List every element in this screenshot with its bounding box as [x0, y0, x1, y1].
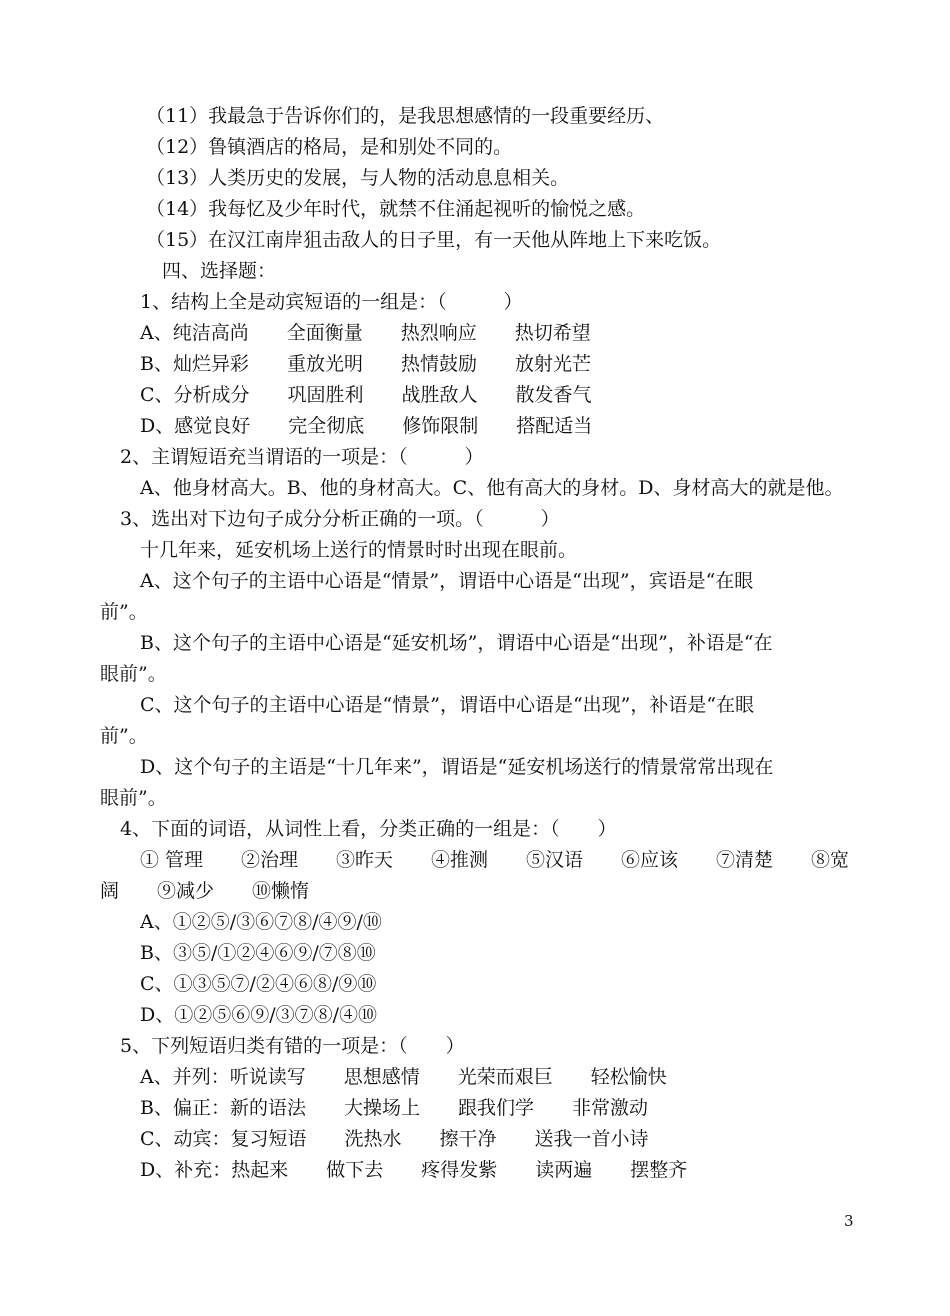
q3-option-b-cont: 眼前”。 [100, 663, 167, 685]
q1-option-b: B、灿烂异彩 重放光明 热情鼓励 放射光芒 [140, 353, 591, 375]
sentence-14: （14）我每忆及少年时代，就禁不住涌起视听的愉悦之感。 [146, 198, 646, 220]
sentence-15: （15）在汉江南岸狙击敌人的日子里，有一天他从阵地上下来吃饭。 [146, 229, 722, 251]
q4-option-c: C、①③⑤⑦/②④⑥⑧/⑨⑩ [140, 973, 377, 995]
q5-stem: 5、下列短语归类有错的一项是：（ ） [120, 1035, 465, 1057]
q3-option-c-cont: 前”。 [100, 725, 148, 747]
q3-option-a-cont: 前”。 [100, 601, 148, 623]
q3-sentence: 十几年来，延安机场上送行的情景时时出现在眼前。 [140, 539, 578, 561]
q1-option-c: C、分析成分 巩固胜利 战胜敌人 散发香气 [140, 384, 592, 406]
q1-stem: 1、结构上全是动宾短语的一组是：（ ） [140, 291, 523, 313]
q5-option-d: D、补充：热起来 做下去 疼得发紫 读两遍 摆整齐 [140, 1159, 688, 1181]
q1-option-d: D、感觉良好 完全彻底 修饰限制 搭配适当 [140, 415, 593, 437]
page-number: 3 [844, 1212, 854, 1230]
q5-option-a: A、并列：听说读写 思想感情 光荣而艰巨 轻松愉快 [140, 1066, 667, 1088]
q3-stem: 3、选出对下边句子成分分析正确的一项。（ ） [120, 508, 560, 530]
q4-option-d: D、①②⑤⑥⑨/③⑦⑧/④⑩ [140, 1004, 378, 1026]
q3-option-c: C、这个句子的主语中心语是“情景”，谓语中心语是“出现”，补语是“在眼 [140, 694, 755, 716]
q2-stem: 2、主谓短语充当谓语的一项是：（ ） [120, 446, 484, 468]
sentence-12: （12）鲁镇酒店的格局，是和别处不同的。 [146, 136, 513, 158]
q5-option-c: C、动宾：复习短语 洗热水 擦干净 送我一首小诗 [140, 1128, 649, 1150]
q4-stem: 4、下面的词语，从词性上看，分类正确的一组是：（ ） [120, 818, 617, 840]
q2-options: A、他身材高大。B、他的身材高大。C、他有高大的身材。D、身材高大的就是他。 [140, 477, 844, 499]
q4-option-a: A、①②⑤/③⑥⑦⑧/④⑨/⑩ [140, 911, 382, 933]
section-heading: 四、选择题： [162, 260, 277, 282]
q1-option-a: A、纯洁高尚 全面衡量 热烈响应 热切希望 [140, 322, 591, 344]
q3-option-d: D、这个句子的主语是“十几年来”，谓语是“延安机场送行的情景常常出现在 [140, 756, 774, 778]
q5-option-b: B、偏正：新的语法 大操场上 跟我们学 非常激动 [140, 1097, 648, 1119]
q3-option-b: B、这个句子的主语中心语是“延安机场”，谓语中心语是“出现”，补语是“在 [140, 632, 773, 654]
q3-option-a: A、这个句子的主语中心语是“情景”，谓语中心语是“出现”，宾语是“在眼 [140, 570, 754, 592]
sentence-11: （11）我最急于告诉你们的，是我思想感情的一段重要经历、 [146, 105, 665, 127]
q3-option-d-cont: 眼前”。 [100, 787, 167, 809]
q4-words-cont: 阔 ⑨减少 ⑩懒惰 [100, 880, 310, 902]
sentence-13: （13）人类历史的发展，与人物的活动息息相关。 [146, 167, 570, 189]
q4-option-b: B、③⑤/①②④⑥⑨/⑦⑧⑩ [140, 942, 376, 964]
q4-words: ① 管理 ②治理 ③昨天 ④推测 ⑤汉语 ⑥应该 ⑦清楚 ⑧宽 [140, 849, 850, 871]
